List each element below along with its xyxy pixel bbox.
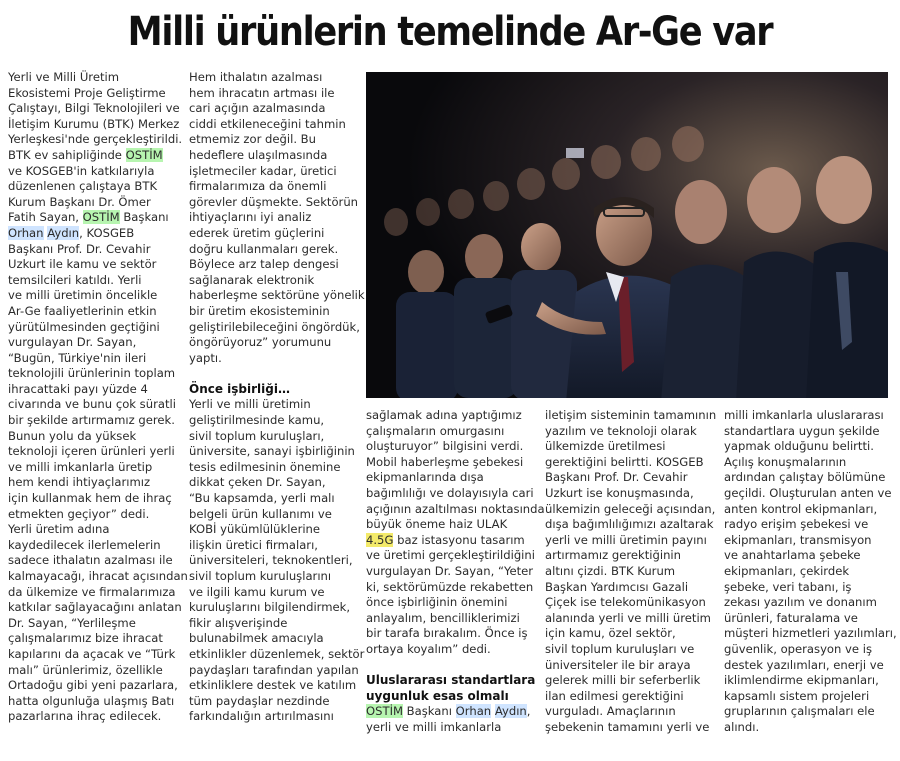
text-line: vurgulayan Dr. Sayan, “Yeter <box>366 563 534 578</box>
text-line: tesis edilmesinin önemine <box>189 459 341 474</box>
text-line: yürütülmesinden geçtiğini <box>8 319 160 334</box>
text-line: temsilcileri katıldı. Yerli <box>8 272 142 287</box>
text-line: çalışmalarımız bize ihracat <box>8 631 163 646</box>
text-line: sivil toplum kuruluşlarını <box>189 569 332 583</box>
text-line: Böylece arz talep dengesi <box>189 257 339 272</box>
text-line: ve KOSGEB'in katkılarıyla <box>8 163 155 178</box>
text-line: bulunabilmek amacıyla <box>189 631 324 646</box>
text-line: görevler düşmekte. Sektörün <box>189 194 359 209</box>
highlighted-name: Aydın <box>47 225 80 240</box>
text-line: yazılım ve teknoloji olarak <box>545 423 697 438</box>
text-line: BTK ev sahipliğinde OSTİM <box>8 147 163 162</box>
text-line: ciddi etkileneceğini tahmin <box>189 116 346 131</box>
text-line: ülkemizde üretilmesi <box>545 439 666 454</box>
text-line: Dr. Sayan, “Yerlileşme <box>8 615 136 630</box>
text-line: etmemiz zor değil. Bu <box>189 132 316 147</box>
text-line <box>366 658 538 674</box>
text-line: kapsamlı sistem projeleri <box>724 688 870 703</box>
text-line: iletişim sisteminin tamamının <box>545 408 717 422</box>
text-line: vurgulayan Dr. Sayan, <box>8 335 137 350</box>
text-line: ve anahtarlama şebeke <box>724 548 861 563</box>
text-line: Uzkurt ise konuşmasında, <box>545 485 694 500</box>
text-line: için kamu, özel sektör, <box>545 626 676 641</box>
subheading-line: Uluslararası standartlara <box>366 673 536 688</box>
text-line: altını çizdi. BTK Kurum <box>545 563 676 578</box>
text-line: ortaya koyalım” dedi. <box>366 641 491 656</box>
text-line: ki, sektörümüzde rekabetten <box>366 579 534 594</box>
text-line: şebeke, veri tabanı, iş <box>724 579 852 594</box>
text-line: etkinliklere destek ve katılım <box>189 678 357 693</box>
text-line <box>189 366 361 382</box>
text-line: ve üretimi gerçekleştirildiğini <box>366 548 535 563</box>
text-line: önce işbirliğinin önemini <box>366 595 508 610</box>
text-line: Bunun yolu da yüksek <box>8 428 137 443</box>
text-line: teknolojili ürünlerinin toplam <box>8 366 176 381</box>
text-line: “Bu kapsamda, yerli malı <box>189 491 335 506</box>
text-line: bir şekilde artırmamız gerek. <box>8 413 175 428</box>
text-line: tüm paydaşlar nezdinde <box>189 693 330 708</box>
text-line: Başkanı Prof. Dr. Cevahir <box>8 241 151 256</box>
text-line: Yerli üretim adına <box>8 522 110 537</box>
headline: Milli ürünlerin temelinde Ar-Ge var <box>127 9 773 55</box>
text-line: haberleşme sektörüne yönelik <box>189 288 365 303</box>
text-line: Ekosistemi Proje Geliştirme <box>8 85 166 100</box>
text-line: milli imkanlarla uluslararası <box>724 408 884 422</box>
text-line: Başkan Yardımcısı Gazali <box>545 579 689 594</box>
text-line: sağlamak adına yaptığımız <box>366 408 522 422</box>
text-line: Kurum Başkanı Dr. Ömer <box>8 194 151 209</box>
text-line: alındı. <box>724 719 760 734</box>
text-line: büyük öneme haiz ULAK <box>366 517 508 532</box>
text-line: anlayalım, bencilliklerimizi <box>366 610 520 625</box>
text-line: İletişim Kurumu (BTK) Merkez <box>8 116 180 131</box>
highlighted-name: Orhan <box>455 704 492 719</box>
text-line: bir tarafa bırakalım. Önce iş <box>366 626 528 641</box>
text-line: ardından çalıştay bölümüne <box>724 470 886 485</box>
text-line: 4.5G baz istasyonu tasarım <box>366 532 525 547</box>
text-line: firmalarımıza da önemli <box>189 179 327 194</box>
text-line: destek yazılımları, enerji ve <box>724 657 884 672</box>
text-line: standartlara uygun şekilde <box>724 423 880 438</box>
text-line: üniversite, sanayi işbirliğinin <box>189 444 355 459</box>
text-line: OSTİM Başkanı Orhan Aydın, <box>366 704 531 719</box>
text-line: Yerleşkesi'nde gerçekleştirildi. <box>8 132 183 147</box>
text-line: farkındalığın artırılmasını <box>189 709 334 724</box>
text-line: hatta olgunluğa ulaşmış Batı <box>8 693 175 708</box>
text-line: yerli ve milli üretimin payını <box>545 532 707 547</box>
text-line: açığının azaltılması noktasında <box>366 501 545 516</box>
subheading-line: Önce işbirliği… <box>189 381 290 396</box>
text-line: ekipmanları, çekirdek <box>724 563 850 578</box>
text-line: Yerli ve Milli Üretim <box>8 70 120 84</box>
text-line: da ülkemize ve firmalarımıza <box>8 584 176 599</box>
text-line: yapmak olduğunu belirtti. <box>724 439 874 454</box>
text-line: cari açığın azalmasında <box>189 101 326 116</box>
text-line: KOBİ yükümlülüklerine <box>189 522 321 537</box>
article-column-1 <box>8 70 188 725</box>
text-line: teknoloji içeren ürünleri yerli <box>8 444 175 459</box>
highlighted-keyword: 4.5G <box>366 532 394 547</box>
text-line: geliştirilmesinde kamu, <box>189 413 325 428</box>
text-line: Başkanı Prof. Dr. Cevahir <box>545 470 688 485</box>
text-line: gruplarının çalışmaları ele <box>724 704 875 719</box>
text-line: çalışmaların omurgasını <box>366 423 505 438</box>
text-line: ilan edilmesi gerektiğini <box>545 688 684 703</box>
text-line: oluşturuyor” bilgisini verdi. <box>366 439 524 454</box>
text-line: işletmeciler kadar, üretici <box>189 163 337 178</box>
highlighted-term: OSTİM <box>82 210 120 225</box>
text-line: etmekten geçiyor” dedi. <box>8 506 150 521</box>
text-line: hem ihracatın artması ile <box>189 85 335 100</box>
text-line: kapılarını da açacak ve “Türk <box>8 646 176 661</box>
highlighted-term: OSTİM <box>366 704 403 719</box>
text-line: Uzkurt ile kamu ve sektör <box>8 257 157 272</box>
text-line: “Bugün, Türkiye'nin ileri <box>8 350 147 365</box>
text-line: kaydedilecek ilerlemelerin <box>8 537 161 552</box>
text-line: üniversiteleri, teknokentleri, <box>189 553 353 568</box>
text-line: Mobil haberleşme şebekesi <box>366 454 524 469</box>
text-line: sağlanarak elektronik <box>189 272 315 287</box>
text-line: ülkemizin geleceği açısından, <box>545 501 716 516</box>
highlighted-name: Aydın <box>494 704 527 719</box>
text-line: ve ilgili kamu kurum ve <box>189 584 325 599</box>
text-line: ürünleri, faturalama ve <box>724 610 858 625</box>
text-line: radyo erişim şebekesi ve <box>724 517 869 532</box>
text-line: iklimlendirme ekipmanları, <box>724 673 879 688</box>
text-line: gerektiğini belirtti. KOSGEB <box>545 454 704 469</box>
text-line: Ortadoğu gibi yeni pazarlara, <box>8 678 178 693</box>
text-line: ilişkin üretici firmaları, <box>189 537 318 552</box>
conference-audience-photo <box>366 72 888 398</box>
text-line: hem kendi ihtiyaçlarımız <box>8 475 151 490</box>
text-line: öngörüyoruz” yorumunu <box>189 335 332 350</box>
text-line: malı” ürünlerimiz, özellikle <box>8 662 163 677</box>
text-line: kuruluşlarını bilgilendirmek, <box>189 600 351 615</box>
text-line: ve milli imkanlarla üretip <box>8 459 153 474</box>
text-line: müşteri hizmetleri yazılımları, <box>724 626 897 641</box>
text-line: sadece ithalatın azalması ile <box>8 553 173 568</box>
text-line: ekipmanlarında dışa <box>366 470 484 485</box>
text-line: katkılar sağlayacağını anlatan <box>8 600 182 615</box>
text-line: pazarlarına ihraç edilecek. <box>8 709 162 724</box>
text-line: ihtiyaçlarını iyi analiz <box>189 210 312 225</box>
text-line: geliştirilebileceğini öngördük, <box>189 319 360 334</box>
text-line: Fatih Sayan, OSTİM Başkanı <box>8 210 169 225</box>
text-line: gelerek milli bir seferberlik <box>545 673 701 688</box>
text-line: güvenlik, operasyon ve iş <box>724 641 873 656</box>
article-column-4 <box>545 408 717 735</box>
text-line: düzenlenen çalıştaya BTK <box>8 179 158 194</box>
text-line: ederek üretim güçlerini <box>189 225 325 240</box>
text-line: paydaşları tarafından yapılan <box>189 662 359 677</box>
text-line: kalmayacağı, ihracat açısından <box>8 569 188 583</box>
text-line: artırmamız gerektiğinin <box>545 548 681 563</box>
article-column-3 <box>366 408 545 735</box>
article-column-5 <box>724 408 896 735</box>
text-line: sivil toplum kuruluşları, <box>189 428 325 443</box>
text-line: Yerli ve milli üretimin <box>189 397 311 412</box>
text-line: belgeli ürün kullanımı ve <box>189 506 332 521</box>
text-line: şebekenin tamamını yerli ve <box>545 719 710 734</box>
text-line: ve milli üretimin öncelikle <box>8 288 158 303</box>
text-line: Açılış konuşmalarının <box>724 454 847 469</box>
text-line: Çalıştayı, Bilgi Teknolojileri ve <box>8 101 180 116</box>
highlighted-name: Orhan <box>8 225 44 240</box>
text-line: ekipmanları, transmisyon <box>724 532 872 547</box>
text-line: zekası yazılım ve donanım <box>724 595 877 610</box>
text-line: üniversiteler ile bir araya <box>545 657 691 672</box>
text-line: sivil toplum kuruluşları ve <box>545 641 695 656</box>
text-line: Ar-Ge faaliyetlerinin etkin <box>8 303 157 318</box>
text-line: geçildi. Oluşturulan anten ve <box>724 485 892 500</box>
text-line: hedeflere ulaşılmasında <box>189 147 328 162</box>
text-line: bir üretim ekosisteminin <box>189 303 330 318</box>
text-line: yerli ve milli imkanlarla <box>366 719 502 734</box>
text-line: doğru kullanmaları gerek. <box>189 241 339 256</box>
text-line: alanında yerli ve milli üretim <box>545 610 711 625</box>
text-line: etkinlikler düzenlemek, sektör <box>189 646 365 661</box>
text-line: bağımlılığı ve dolayısıyla cari <box>366 485 534 500</box>
text-line: Çiçek ise telekomünikasyon <box>545 595 706 610</box>
text-line: Orhan Aydın, KOSGEB <box>8 225 135 240</box>
audience-photo-illustration <box>366 72 888 398</box>
text-line: ihracattaki payı yüzde 4 <box>8 381 148 396</box>
text-line: anten kontrol ekipmanları, <box>724 501 878 516</box>
highlighted-term: OSTİM <box>125 147 163 162</box>
text-line: için kullanmak hem de ihraç <box>8 491 172 506</box>
text-line: Hem ithalatın azalması <box>189 70 323 84</box>
subheading-line: uygunluk esas olmalı <box>366 688 509 703</box>
text-line: vurguladı. Amaçlarının <box>545 704 676 719</box>
article-column-2 <box>189 70 365 725</box>
text-line: dikkat çeken Dr. Sayan, <box>189 475 326 490</box>
text-line: dışa bağımlılığımızı azaltarak <box>545 517 714 532</box>
text-line: fikir alışverişinde <box>189 615 288 630</box>
text-line: yaptı. <box>189 350 222 365</box>
text-line: civarında ve bunu çok süratli <box>8 397 176 412</box>
